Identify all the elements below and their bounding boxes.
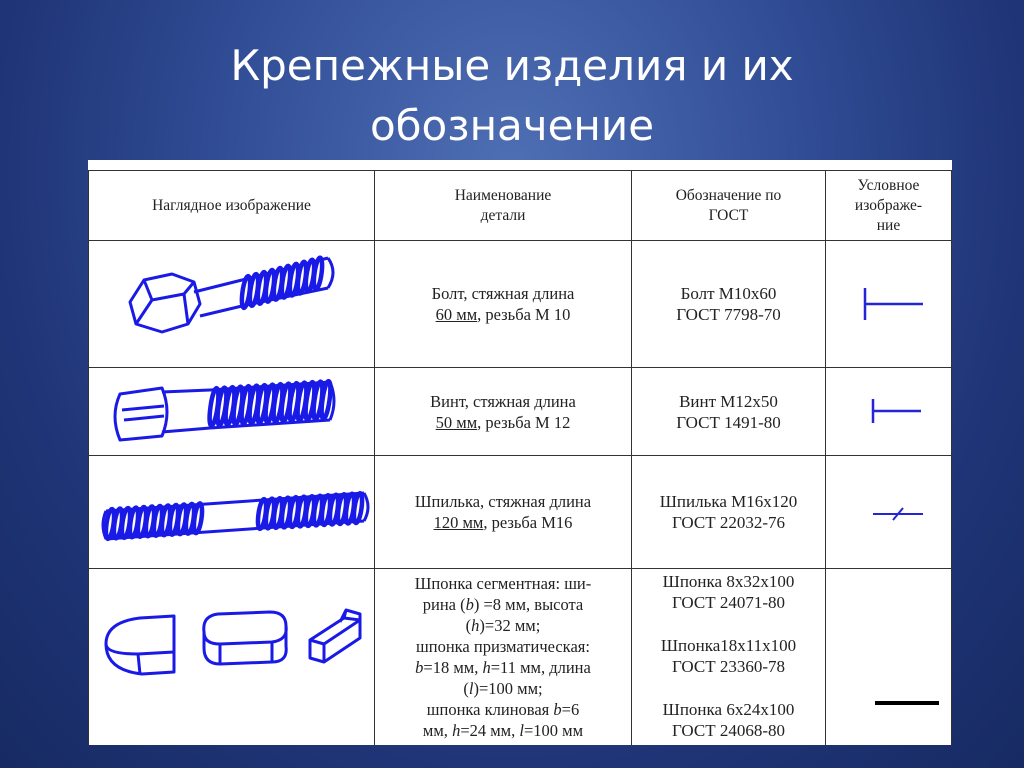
keys-drawing-cell <box>89 569 375 746</box>
table-row <box>89 241 952 368</box>
table-row <box>89 569 952 746</box>
bolt-name-cell: Болт, стяжная длина 60 мм, резьба М 10 <box>375 241 632 368</box>
screw-drawing-cell <box>89 368 375 456</box>
table-row <box>89 368 952 456</box>
table-row <box>89 456 952 569</box>
keys-gost-cell: Шпонка 8х32х100 ГОСТ 24071-80 Шпонка18х11х100 ГОСТ 23360-78 Шпонка 6х24х100 ГОСТ 24068-80 <box>632 569 826 746</box>
screw-gost-cell: Винт М12х50 ГОСТ 1491-80 <box>632 368 826 456</box>
bolt-symbol-cell <box>826 241 952 368</box>
header-name: Наименование детали <box>375 171 632 241</box>
stud-drawing-cell <box>89 456 375 569</box>
slide-title-line-1: Крепежные изделия и их <box>230 41 794 90</box>
stud-drawing <box>92 459 372 565</box>
slide-title-line-2: обозначение <box>369 101 655 150</box>
bolt-gost-cell: Болт М10х60 ГОСТ 7798-70 <box>632 241 826 368</box>
keys-symbol-cell <box>826 569 952 746</box>
stud-name-cell: Шпилька, стяжная длина 120 мм, резьба М16 <box>375 456 632 569</box>
header-symbol: Условное изображе- ние <box>826 171 952 241</box>
header-gost: Обозначение по ГОСТ <box>632 171 826 241</box>
screw-symbol-cell <box>826 368 952 456</box>
screw-name-cell: Винт, стяжная длина 50 мм, резьба М 12 <box>375 368 632 456</box>
header-image: Наглядное изображение <box>89 171 375 241</box>
screw-drawing <box>92 370 372 454</box>
stud-symbol-icon <box>839 487 939 537</box>
bolt-drawing-cell <box>89 241 375 368</box>
stud-symbol-cell <box>826 456 952 569</box>
keys-symbol-icon <box>829 569 949 745</box>
screw-symbol-icon <box>839 387 939 437</box>
bolt-drawing <box>92 244 372 364</box>
stud-gost-cell: Шпилька М16х120 ГОСТ 22032-76 <box>632 456 826 569</box>
keys-drawing <box>92 574 372 746</box>
bolt-symbol-icon <box>839 274 939 334</box>
slide-title <box>0 36 1024 156</box>
fasteners-table-container <box>88 160 952 745</box>
table-header-row <box>89 171 952 241</box>
keys-name-cell: Шпонка сегментная: ши- рина (b) =8 мм, высота (h)=32 мм; шпонка призматическая: b=18 мм, h=11 мм, длина (l)=100 мм; шпонка клиновая b=6 мм, h=24 мм, l=100 мм <box>375 569 632 746</box>
fasteners-table <box>88 170 952 745</box>
